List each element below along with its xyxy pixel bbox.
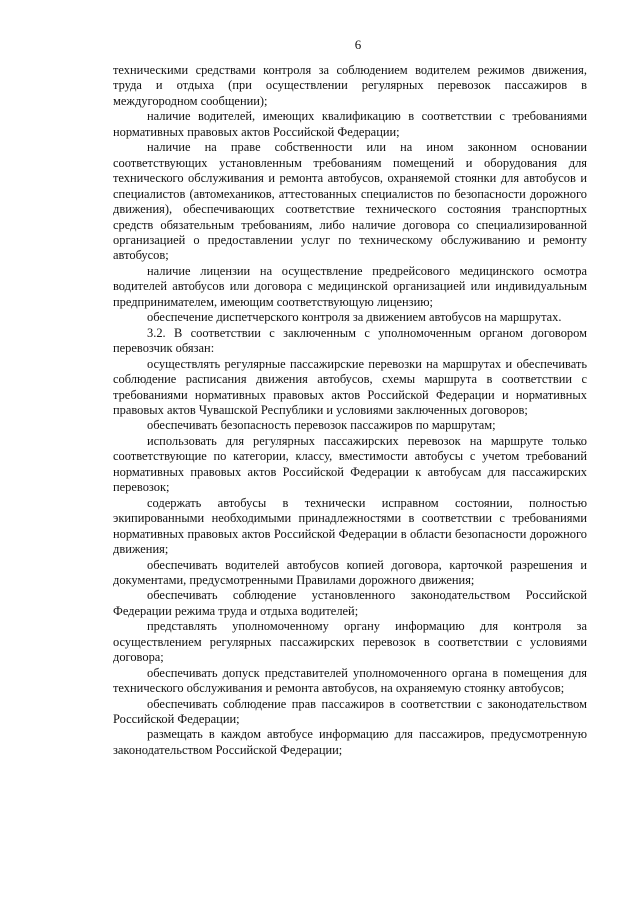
paragraph: осуществлять регулярные пассажирские перевозки на маршрутах и обеспечивать соблюдение расписания движения автобусов, схемы маршрута в соответствии с требованиями нормативных правовых актов Российской Федерации и нормативных правовых актов Чувашской Республики и условиями заключенных договоров; bbox=[113, 356, 587, 417]
paragraph: размещать в каждом автобусе информацию для пассажиров, предусмотренную законодательством Российской Федерации; bbox=[113, 727, 587, 757]
paragraph: наличие лицензии на осуществление предрейсового медицинского осмотра водителей автобусов или договора с медицинской организацией или индивидуальным предпринимателем, имеющим соответствующую лицензию; bbox=[113, 263, 587, 309]
paragraph: обеспечивать водителей автобусов копией договора, карточкой разрешения и документами, предусмотренными Правилами дорожного движения; bbox=[113, 557, 587, 587]
paragraph: обеспечение диспетчерского контроля за движением автобусов на маршрутах. bbox=[147, 310, 562, 325]
paragraph: обеспечивать допуск представителей уполномоченного органа в помещения для технического обслуживания и ремонта автобусов, на охраняемую стоянку автобусов; bbox=[113, 665, 587, 696]
paragraph: наличие водителей, имеющих квалификацию в соответствии с требованиями нормативных правовых актов Российской Федерации; bbox=[113, 109, 587, 139]
page-number: 6 bbox=[354, 37, 362, 52]
paragraph: 3.2. В соответствии с заключенным с уполномоченным органом договором перевозчик обязан: bbox=[113, 325, 587, 356]
paragraph: техническими средствами контроля за соблюдением водителем режимов движения, труда и отдыха (при осуществлении регулярных перевозок пассажиров в междугородном сообщении); bbox=[113, 63, 587, 108]
paragraph: обеспечивать соблюдение прав пассажиров в соответствии с законодательством Российской Федерации; bbox=[113, 696, 587, 727]
document-body bbox=[113, 63, 587, 758]
paragraph: наличие на праве собственности или на ином законном основании соответствующих установленным требованиям помещений и оборудования для технического обслуживания и ремонта автобусов, охраняемой стоянки для автобусов и специалистов (автомехаников, аттестованных специалистов по безопасности дорожного движения), обеспечивающих соответствие технического состояния транспортных средств обязательным требованиям, либо наличие договора со специализированной организацией о предоставлении услуг по техническому обслуживанию и ремонту автобусов; bbox=[113, 140, 587, 263]
paragraph: использовать для регулярных пассажирских перевозок на маршруте только соответствующие по категории, классу, вместимости автобусы с учетом требований нормативных правовых актов Российской Федерации к автобусам для пассажирских перевозок; bbox=[113, 433, 587, 495]
paragraph: обеспечивать соблюдение установленного законодательством Российской Федерации режима труда и отдыха водителей; bbox=[113, 588, 587, 618]
paragraph: обеспечивать безопасность перевозок пассажиров по маршрутам; bbox=[147, 418, 496, 433]
paragraph: содержать автобусы в технически исправном состоянии, полностью экипированными необходимыми принадлежностями в соответствии с требованиями нормативных правовых актов Российской Федерации в области безопасности дорожного движения; bbox=[113, 495, 587, 557]
paragraph: представлять уполномоченному органу информацию для контроля за осуществлением регулярных пассажирских перевозок в соответствии с условиями договора; bbox=[113, 619, 587, 665]
